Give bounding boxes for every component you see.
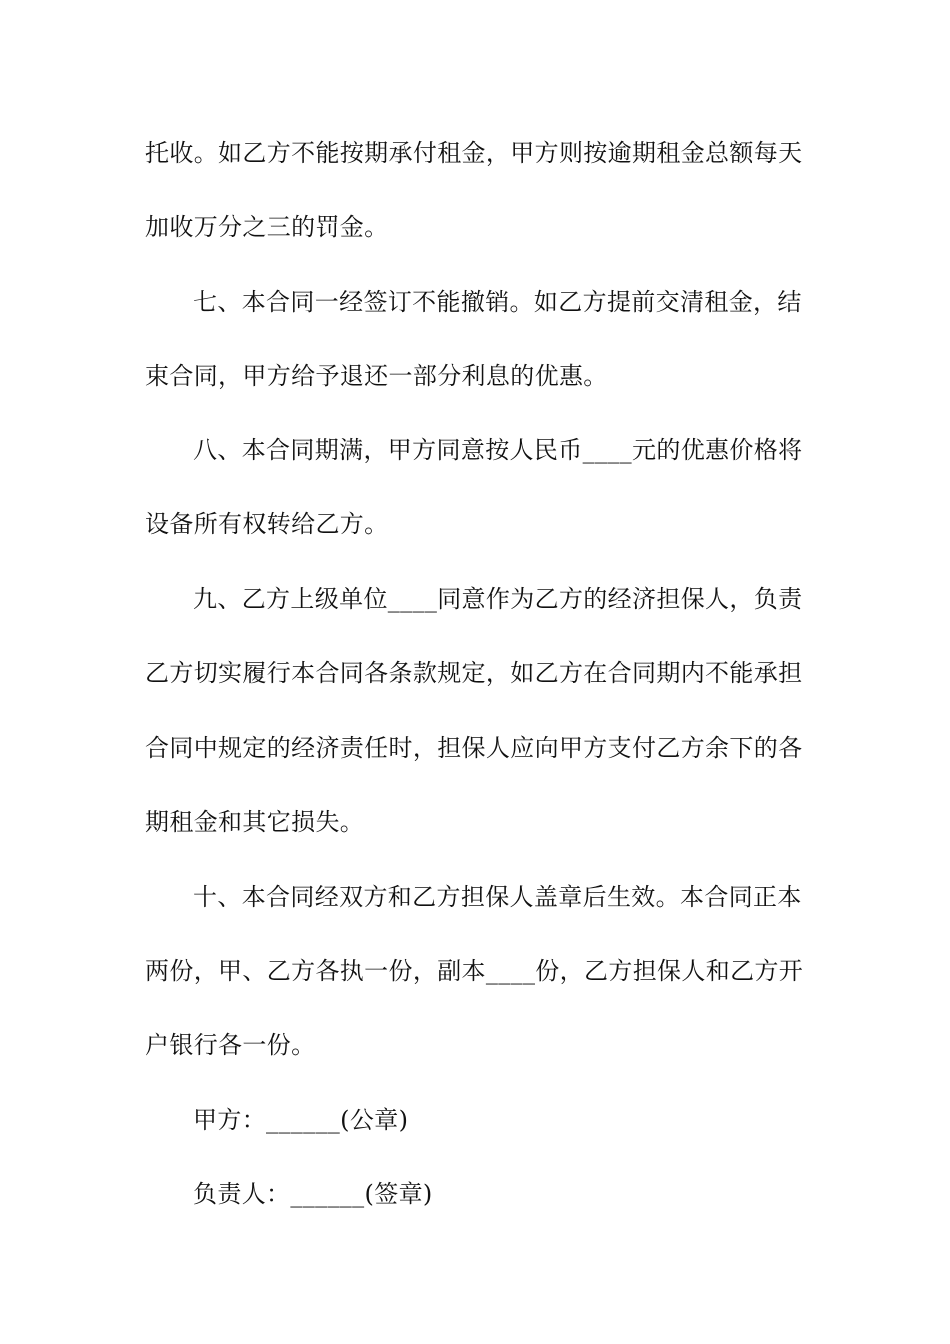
text-line: 乙方切实履行本合同各条款规定，如乙方在合同期内不能承担 bbox=[145, 659, 803, 687]
text-line: 期租金和其它损失。 bbox=[145, 808, 365, 836]
text-line: 设备所有权转给乙方。 bbox=[145, 510, 389, 538]
text-line: 加收万分之三的罚金。 bbox=[145, 213, 389, 241]
text-line: 托收。如乙方不能按期承付租金，甲方则按逾期租金总额每天 bbox=[145, 139, 803, 167]
paragraph-8-start: 八、本合同期满，甲方同意按人民币____元的优惠价格将 bbox=[193, 436, 803, 464]
text-line: 户银行各一份。 bbox=[145, 1031, 316, 1059]
text-line: 两份，甲、乙方各执一份，副本____份，乙方担保人和乙方开 bbox=[145, 957, 804, 985]
party-a-signature-line: 甲方：______(公章) bbox=[193, 1106, 409, 1134]
text-line: 合同中规定的经济责任时，担保人应向甲方支付乙方余下的各 bbox=[145, 734, 803, 762]
paragraph-10-start: 十、本合同经双方和乙方担保人盖章后生效。本合同正本 bbox=[193, 883, 802, 911]
paragraph-7-start: 七、本合同一经签订不能撤销。如乙方提前交清租金，结 bbox=[193, 288, 802, 316]
text-line: 束合同，甲方给予退还一部分利息的优惠。 bbox=[145, 362, 608, 390]
responsible-person-signature-line: 负责人：______(签章) bbox=[193, 1180, 433, 1208]
paragraph-9-start: 九、乙方上级单位____同意作为乙方的经济担保人，负责 bbox=[193, 585, 803, 613]
